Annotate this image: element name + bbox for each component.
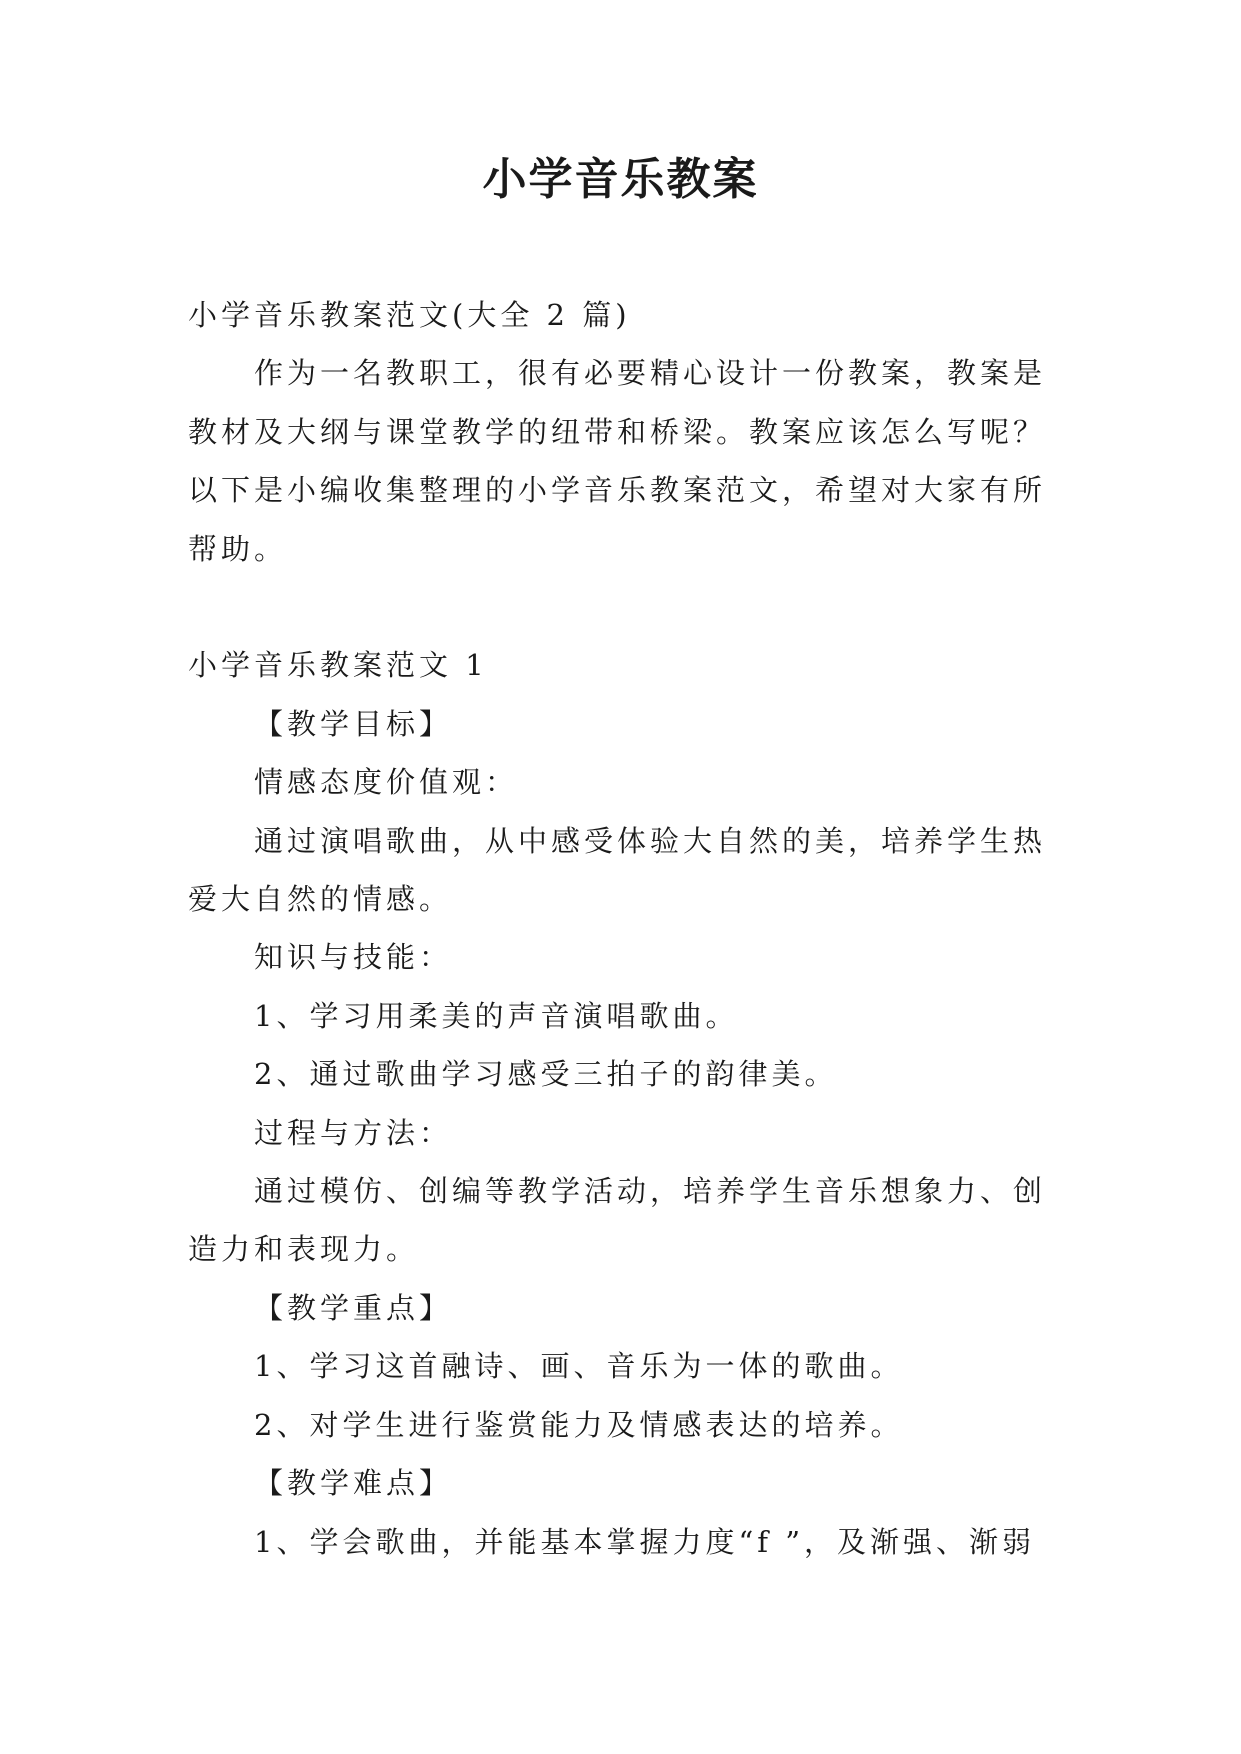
process-paragraph: 通过模仿、创编等教学活动，培养学生音乐想象力、创造力和表现力。 [188, 1174, 1047, 1267]
key-points-heading: 【教学重点】 [254, 1290, 453, 1325]
document-subtitle: 小学音乐教案范文(大全 2 篇) [188, 298, 631, 332]
intro-paragraph: 作为一名教职工，很有必要精心设计一份教案，教案是教材及大纲与课堂教学的纽带和桥梁。教案应该怎么写呢？以下是小编收集整理的小学音乐教案范文，希望对大家有所帮助。 [188, 356, 1047, 566]
section-heading: 小学音乐教案范文 1 [188, 648, 488, 683]
objectives-heading: 【教学目标】 [254, 706, 453, 741]
difficult-points-heading: 【教学难点】 [254, 1466, 453, 1501]
blank-line [188, 578, 1054, 636]
knowledge-label: 知识与技能： [254, 940, 453, 975]
process-label: 过程与方法： [254, 1115, 453, 1150]
knowledge-item-2: 2、通过歌曲学习感受三拍子的韵律美。 [254, 1057, 838, 1092]
document-title: 小学音乐教案 [482, 154, 759, 205]
emotion-label: 情感态度价值观： [254, 765, 519, 800]
document-body [188, 286, 1054, 1571]
key-point-item-1: 1、学习这首融诗、画、音乐为一体的歌曲。 [254, 1349, 904, 1384]
difficult-point-item-1: 1、学会歌曲，并能基本掌握力度“f ”，及渐强、渐弱 [254, 1524, 1036, 1559]
emotion-paragraph: 通过演唱歌曲，从中感受体验大自然的美，培养学生热爱大自然的情感。 [188, 823, 1047, 917]
key-point-item-2: 2、对学生进行鉴赏能力及情感表达的培养。 [254, 1407, 904, 1442]
knowledge-item-1: 1、学习用柔美的声音演唱歌曲。 [254, 998, 739, 1033]
